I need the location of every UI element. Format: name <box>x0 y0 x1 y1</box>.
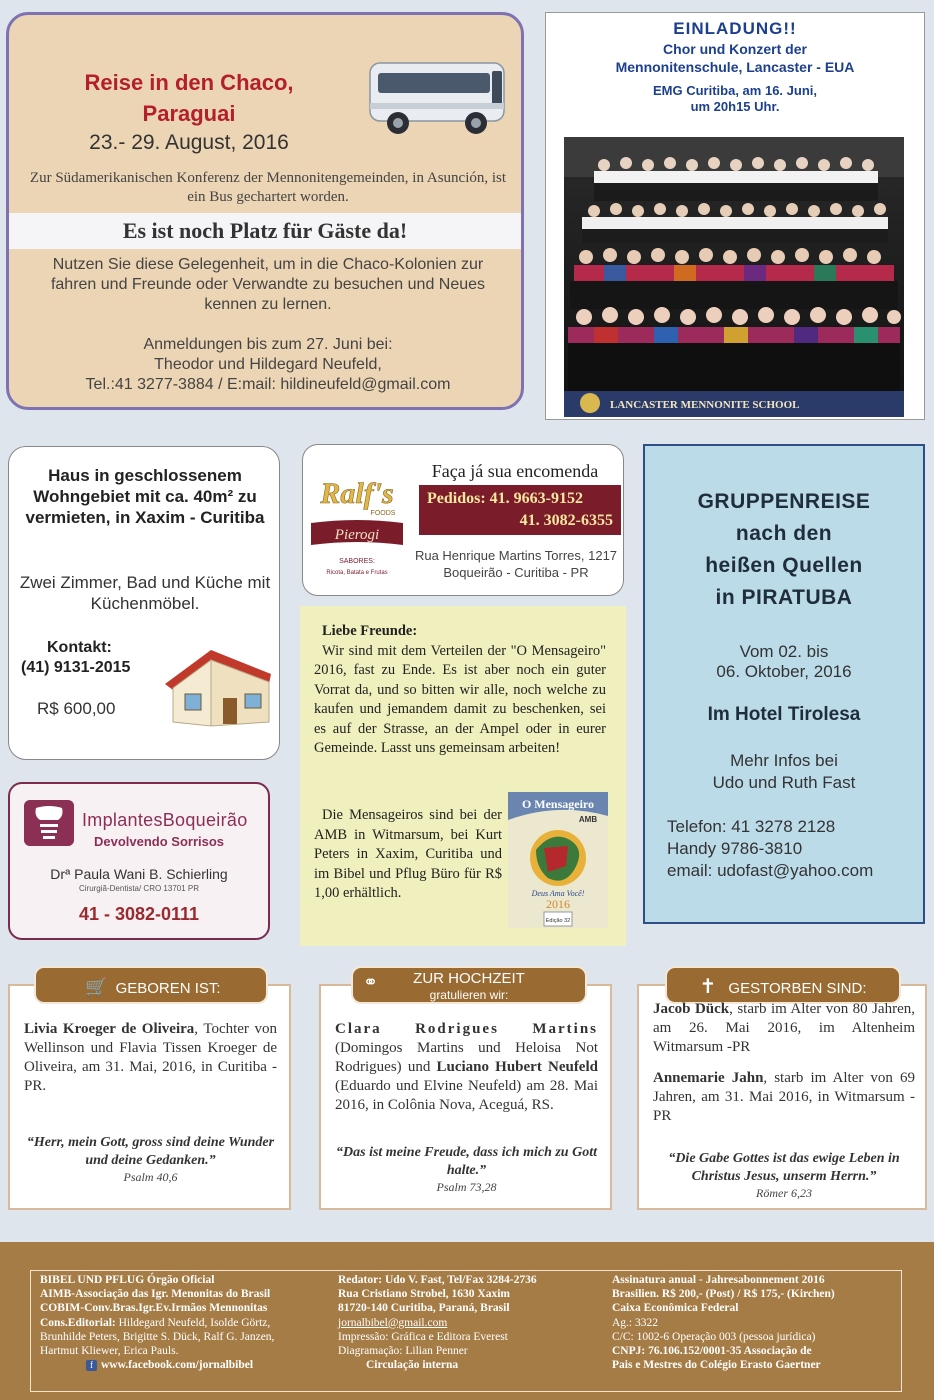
house-icon <box>159 642 277 732</box>
invitation-venue-line: EMG Curitiba, am 16. Juni, <box>653 83 817 98</box>
footer-line: Ag.: 3322 <box>612 1316 658 1329</box>
group-trip-title-line: nach den <box>735 522 833 545</box>
ralfs-address-line: Boqueirão - Curitiba - PR <box>443 565 589 580</box>
wedding-box <box>319 970 612 1210</box>
mensageiro-edition: Edição 32 <box>545 918 571 924</box>
invitation-venue <box>546 83 924 115</box>
ralfs-logo <box>309 461 405 581</box>
groom-parents: (Eduardo und Elvine Neufeld) am 28. Mai 2016, in Colônia Nova, Aceguá, RS. <box>335 1078 598 1113</box>
clinic-phone: 41 - 3082-0111 <box>78 904 200 924</box>
footer-line: C/C: 1002-6 Operação 003 (pessoa jurídica) <box>612 1330 816 1343</box>
group-trip-dates <box>645 642 923 682</box>
wedding-tab <box>351 966 587 1004</box>
chaco-trip-title: Reise in den Chaco, Paraguai <box>84 70 294 126</box>
birth-entry <box>24 1020 277 1096</box>
birth-details: , Tochter von Wellinson und Flavia Tissen Kroeger de Oliveira, am 31. Mai, 2016, in Curitiba - PR. <box>24 1021 277 1094</box>
facebook-icon: f <box>86 1360 97 1371</box>
house-contact-label: Kontakt: <box>47 639 112 656</box>
footer-line: Hartmut Kliewer, Erica Pauls. <box>40 1345 179 1358</box>
chaco-trip-intro: Zur Südamerikanischen Konferenz der Mennonitengemeinden, in Asunción, ist ein Bus gechartert worden. <box>29 170 507 205</box>
footer-line: AIMB-Associação das Igr. Menonitas do Brasil <box>40 1288 271 1301</box>
bride-parents: (Domingos Martins und Heloisa Not Rodrigues) und <box>335 1040 598 1075</box>
ralfs-address-line: Rua Henrique Martins Torres, 1217 <box>414 548 618 563</box>
footer-line: Assinatura anual - Jahresabonnement 2016 <box>612 1274 825 1286</box>
house-rental-ad <box>8 446 280 760</box>
chaco-contact-line: Theodor und Hildegard Neufeld, <box>154 356 382 373</box>
footer-line: Brunhilde Peters, Brigitte S. Dück, Ralf G. Janzen, <box>40 1330 275 1343</box>
notice-paragraph: Die Mensageiros sind bei der AMB in Witmarsum, bei Kurt Peters in Xaxim, Curitiba und im Bibel und Pflug Büro für R$ 1,00 erhältlich. <box>314 807 502 901</box>
footer-line: Pais e Mestres do Colégio Erasto Gaertner <box>612 1359 821 1372</box>
chaco-trip-body: Nutzen Sie diese Gelegenheit, um in die Chaco-Kolonien zur fahren und Freunde oder Verwandte zu besuchen und Neues kennen zu lernen. <box>50 256 486 313</box>
footer-line: Circulação interna <box>366 1359 459 1372</box>
invitation-subtitle-line: Chor und Konzert der <box>663 41 807 57</box>
mensageiro-year: 2016 <box>546 897 570 911</box>
births-tab <box>34 966 268 1004</box>
wedding-tab-label: ZUR HOCHZEIT <box>413 970 525 987</box>
cross-icon: ✝ <box>699 976 717 998</box>
group-trip-info-line: Mehr Infos bei <box>730 751 838 770</box>
deaths-quote-ref: Römer 6,23 <box>756 1186 812 1200</box>
footer-text: Hildegard Neufeld, Isolde Görtz, <box>115 1316 271 1329</box>
wedding-tab-sublabel: gratulieren wir: <box>429 988 509 1002</box>
footer-col-subscription <box>612 1273 902 1372</box>
group-trip-title <box>645 486 923 614</box>
group-trip-date-line: Vom 02. bis <box>739 642 829 661</box>
notice-paragraph: Wir sind mit dem Verteilen der "O Mensageiro" 2016, fast zu Ende. Es ist aber noch ein guter Vorrat da, und so bitten wir alle, noch welche zu kaufen und jemandem damit zu beschenken, sei es auf der Strasse, an der Ampel oder in eurer Gemeinde. Lasst uns gemeinsam arbeiten! <box>314 642 606 756</box>
group-trip-handy: Handy 9786-3810 <box>667 839 803 858</box>
death-entry <box>653 1069 915 1126</box>
clinic-name: ImplantesBoqueirão <box>82 810 248 830</box>
ralfs-brand: Ralf's <box>320 477 394 510</box>
group-trip-ad <box>643 444 925 924</box>
tooth-icon <box>24 800 74 846</box>
invitation-title: EINLADUNG!! <box>673 19 797 38</box>
notice-heading: Liebe Freunde: <box>322 623 418 639</box>
death-entries <box>653 1000 915 1126</box>
bus-icon <box>364 51 509 141</box>
deceased-name: Jacob Dück <box>653 1001 730 1017</box>
footer-line <box>40 1316 310 1330</box>
births-quote: “Herr, mein Gott, gross sind deine Wunder und deine Gedanken.” <box>26 1135 275 1168</box>
group-trip-title-line: in PIRATUBA <box>715 586 853 609</box>
deaths-box <box>637 976 927 1210</box>
group-trip-info-line: Udo und Ruth Fast <box>712 773 856 792</box>
ralfs-cta: Faça já sua encomenda <box>431 461 599 481</box>
death-details: , starb im Alter von 80 Jahren, am 26. Mai 2016, im Altenheim Witmarsum -PR <box>653 1001 915 1055</box>
footer-email-link[interactable]: jornalbibel@gmail.com <box>338 1316 448 1329</box>
house-title: Haus in geschlossenem Wohngebiet mit ca. 40m² zu vermieten, in Xaxim - Curitiba <box>25 466 265 527</box>
ralfs-phone: 41. 3082-6355 <box>519 512 613 529</box>
footer-label: Cons.Editorial: <box>40 1316 116 1329</box>
deceased-name: Annemarie Jahn <box>653 1070 764 1086</box>
wedding-quote-ref: Psalm 73,28 <box>436 1180 497 1194</box>
choir-photo <box>564 137 904 417</box>
footer-line: Caixa Econômica Federal <box>612 1302 739 1315</box>
invitation-subtitle-line: Mennonitenschule, Lancaster - EUA <box>615 59 855 75</box>
chaco-trip-contact <box>29 335 507 395</box>
mensageiro-tagline: Deus Ama Você! <box>531 889 585 898</box>
chaco-trip-banner: Es ist noch Platz für Gäste da! <box>9 213 521 249</box>
facebook-link[interactable] <box>40 1358 310 1372</box>
footer-line: Rua Cristiano Strobel, 1630 Xaxim <box>338 1288 510 1301</box>
ralfs-phone: Pedidos: 41. 9663-9152 <box>427 490 583 507</box>
mensageiro-cover <box>508 792 608 928</box>
chaco-contact-line: Tel.:41 3277-3884 / E:mail: hildineufeld@gmail.com <box>85 376 451 393</box>
mensageiro-amb: AMB <box>578 815 598 824</box>
ralfs-flavors-label: SABORES: <box>339 558 375 565</box>
deaths-tab-label: GESTORBEN SIND: <box>728 980 867 997</box>
school-name: LANCASTER MENNONITE SCHOOL <box>610 399 800 411</box>
dental-implants-ad <box>8 782 270 940</box>
dentist-cro: Cirurgiã-Dentista/ CRO 13701 PR <box>78 884 200 893</box>
rings-icon: ⚭ <box>363 972 379 992</box>
footer-col-publisher <box>40 1273 310 1372</box>
groom-name: Luciano Hubert Neufeld <box>436 1059 598 1075</box>
group-trip-date-line: 06. Oktober, 2016 <box>716 662 852 681</box>
group-trip-title-line: heißen Quellen <box>705 554 863 577</box>
choir-invitation <box>545 12 925 420</box>
births-quote-ref: Psalm 40,6 <box>123 1170 178 1184</box>
footer-col-editor <box>338 1273 598 1372</box>
group-trip-hotel: Im Hotel Tirolesa <box>707 704 861 725</box>
footer-line: 81720-140 Curitiba, Paraná, Brasil <box>338 1302 510 1315</box>
ralfs-foods: FOODS <box>370 510 396 517</box>
ralfs-phones <box>419 485 621 535</box>
footer-line: Diagramação: Lilian Penner <box>338 1345 468 1358</box>
group-trip-email: email: udofast@yahoo.com <box>667 861 874 880</box>
notice-text <box>314 622 606 759</box>
house-price: R$ 600,00 <box>37 699 116 718</box>
births-box <box>8 977 291 1210</box>
wedding-quote: “Das ist meine Freude, dass ich mich zu Gott halte.” <box>336 1145 597 1178</box>
footer-line: Brasilien. R$ 200,- (Post) / R$ 175,- (Kirchen) <box>612 1288 835 1301</box>
facebook-url: www.facebook.com/jornalbibel <box>101 1359 254 1372</box>
footer-line: Redator: Udo V. Fast, Tel/Fax 3284-2736 <box>338 1274 537 1286</box>
house-contact <box>21 638 130 678</box>
invitation-venue-line: um 20h15 Uhr. <box>690 99 780 114</box>
footer-line: BIBEL UND PFLUG Órgão Oficial <box>40 1274 215 1286</box>
ralfs-flavors: Ricota, Batata e Frutas <box>326 570 388 576</box>
ralfs-foods-ad <box>302 444 624 596</box>
group-trip-title-line: GRUPPENREISE <box>697 490 871 513</box>
house-description: Zwei Zimmer, Bad und Küche mit Küchenmöbel. <box>19 573 271 613</box>
house-contact-phone: (41) 9131-2015 <box>21 659 131 676</box>
group-trip-contact <box>667 816 873 882</box>
births-tab-label: GEBOREN IST: <box>115 980 221 997</box>
chaco-trip-ad <box>6 12 524 410</box>
bride-name: Clara Rodrigues Martins <box>335 1021 598 1037</box>
chaco-trip-date: 23.- 29. August, 2016 <box>89 131 289 154</box>
deaths-tab <box>665 966 901 1004</box>
death-details: , starb im Alter von 69 Jahren, am 31. Mai 2016, in Witmarsum - PR <box>653 1070 915 1124</box>
chaco-contact-line: Anmeldungen bis zum 27. Juni bei: <box>143 336 393 353</box>
stroller-icon: 🛒 <box>85 977 108 997</box>
mensageiro-title: O Mensageiro <box>521 797 595 811</box>
deaths-quote: “Die Gabe Gottes ist das ewige Leben in Christus Jesus, unserm Herrn.” <box>668 1151 900 1184</box>
invitation-subtitle <box>546 40 924 76</box>
footer-line: Impressão: Gráfica e Editora Everest <box>338 1330 508 1343</box>
group-trip-phone: Telefon: 41 3278 2128 <box>667 817 836 836</box>
ralfs-product: Pierogi <box>334 527 380 543</box>
baby-name: Livia Kroeger de Oliveira <box>24 1021 195 1037</box>
footer-line: COBIM-Conv.Bras.Igr.Ev.Irmãos Mennonitas <box>40 1302 268 1315</box>
clinic-slogan: Devolvendo Sorrisos <box>94 834 225 849</box>
footer-line: CNPJ: 76.106.152/0001-35 Associação de <box>612 1345 812 1358</box>
dentist-name: Drª Paula Wani B. Schierling <box>50 866 228 882</box>
dear-friends-notice <box>300 606 626 946</box>
death-entry <box>653 1000 915 1057</box>
wedding-entry <box>335 1020 598 1115</box>
group-trip-info <box>645 750 923 794</box>
ralfs-address <box>409 547 623 581</box>
